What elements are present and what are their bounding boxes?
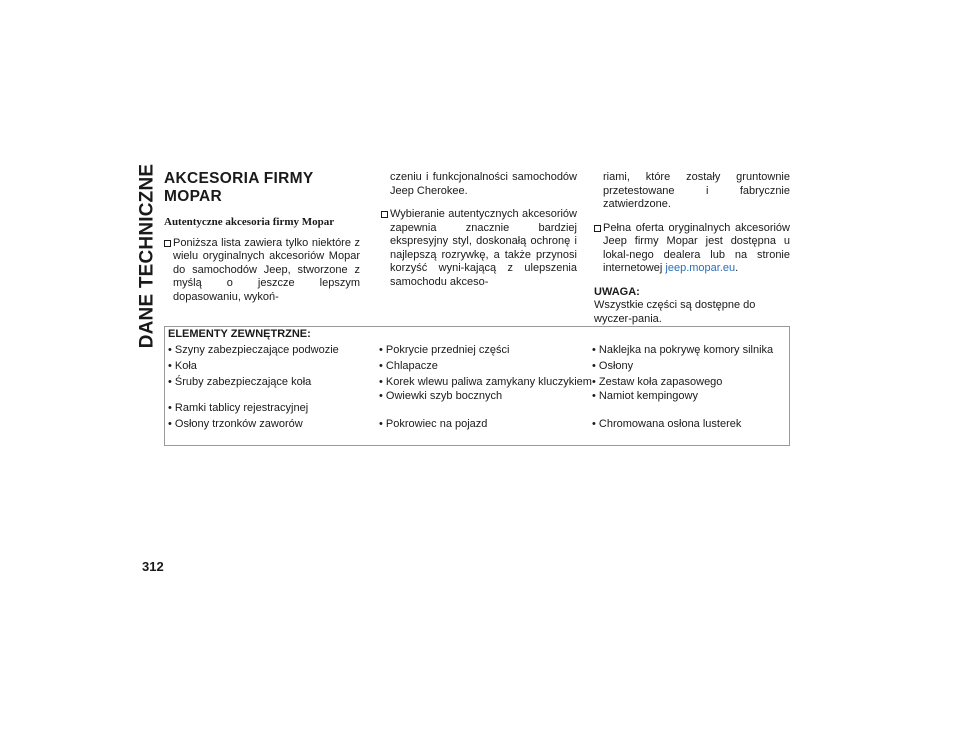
note-text: Wszystkie części są dostępne do wyczer-pania. xyxy=(594,299,756,325)
section-title: AKCESORIA FIRMY MOPAR xyxy=(164,170,314,205)
bullet-item xyxy=(594,222,790,276)
note-title: UWAGA: xyxy=(594,285,640,298)
table-cell: • Śruby zabezpieczające koła xyxy=(168,376,312,388)
table-cell: • Pokrycie przedniej części xyxy=(379,344,510,356)
square-bullet-icon xyxy=(164,240,171,247)
bullet-period: . xyxy=(735,262,739,274)
page-number: 312 xyxy=(142,559,164,574)
table-cell: • Ramki tablicy rejestracyjnej xyxy=(168,402,309,414)
table-cell: • Chlapacze xyxy=(379,360,438,372)
website-link[interactable]: jeep.mopar.eu xyxy=(665,262,736,274)
table-cell: • Osłony trzonków zaworów xyxy=(168,418,303,430)
table-cell: • Chromowana osłona lusterek xyxy=(592,418,742,430)
chapter-side-tab xyxy=(135,163,159,349)
table-heading: ELEMENTY ZEWNĘTRZNE: xyxy=(168,328,311,340)
text-column-1 xyxy=(164,170,360,314)
table-cell: • Namiot kempingowy xyxy=(592,390,698,402)
table-cell: • Szyny zabezpieczające podwozie xyxy=(168,344,339,356)
bullet-continuation: czeniu i funkcjonalności samochodów Jeep Cherokee. xyxy=(390,171,577,197)
table-cell: • Osłony xyxy=(592,360,634,372)
text-column-3 xyxy=(594,170,790,326)
bullet-text: Pełna oferta oryginalnych akcesoriów Jeep firmy Mopar jest dostępna u lokal-nego dealera lub na stronie internetowej xyxy=(603,221,790,274)
bullet-item xyxy=(164,237,360,305)
chapter-title: DANE TECHNICZNE xyxy=(136,163,157,349)
table-cell: • Naklejka na pokrywę komory silnika xyxy=(592,344,774,356)
exterior-accessories-table xyxy=(164,326,790,446)
square-bullet-icon xyxy=(381,211,388,218)
table-cell: • Korek wlewu paliwa zamykany kluczykiem xyxy=(379,376,592,388)
bullet-continuation: riami, które zostały gruntownie przetestowane i fabrycznie zatwierdzone. xyxy=(603,171,790,210)
table-cell: • Koła xyxy=(168,360,197,372)
table-cell: • Owiewki szyb bocznych xyxy=(379,390,503,402)
table-cell: • Zestaw koła zapasowego xyxy=(592,376,723,388)
text-column-2 xyxy=(381,170,577,299)
table-cell: • Pokrowiec na pojazd xyxy=(379,418,488,430)
subsection-title: Autentyczne akcesoria firmy Mopar xyxy=(164,216,335,228)
bullet-text: Wybieranie autentycznych akcesoriów zapewnia znacznie bardziej ekspresyjny styl, doskonałą ochronę i najlepszą rozrywkę, a także przynosi korzyść wyni-kającą z ulepszenia samochodu akceso- xyxy=(390,208,577,288)
bullet-text: Poniższa lista zawiera tylko niektóre z wielu oryginalnych akcesoriów Mopar do samochodów Jeep, stworzone z myślą o jeszcze lepszym dopasowaniu, wykoń- xyxy=(173,236,360,303)
bullet-item xyxy=(381,208,577,289)
square-bullet-icon xyxy=(594,225,601,232)
